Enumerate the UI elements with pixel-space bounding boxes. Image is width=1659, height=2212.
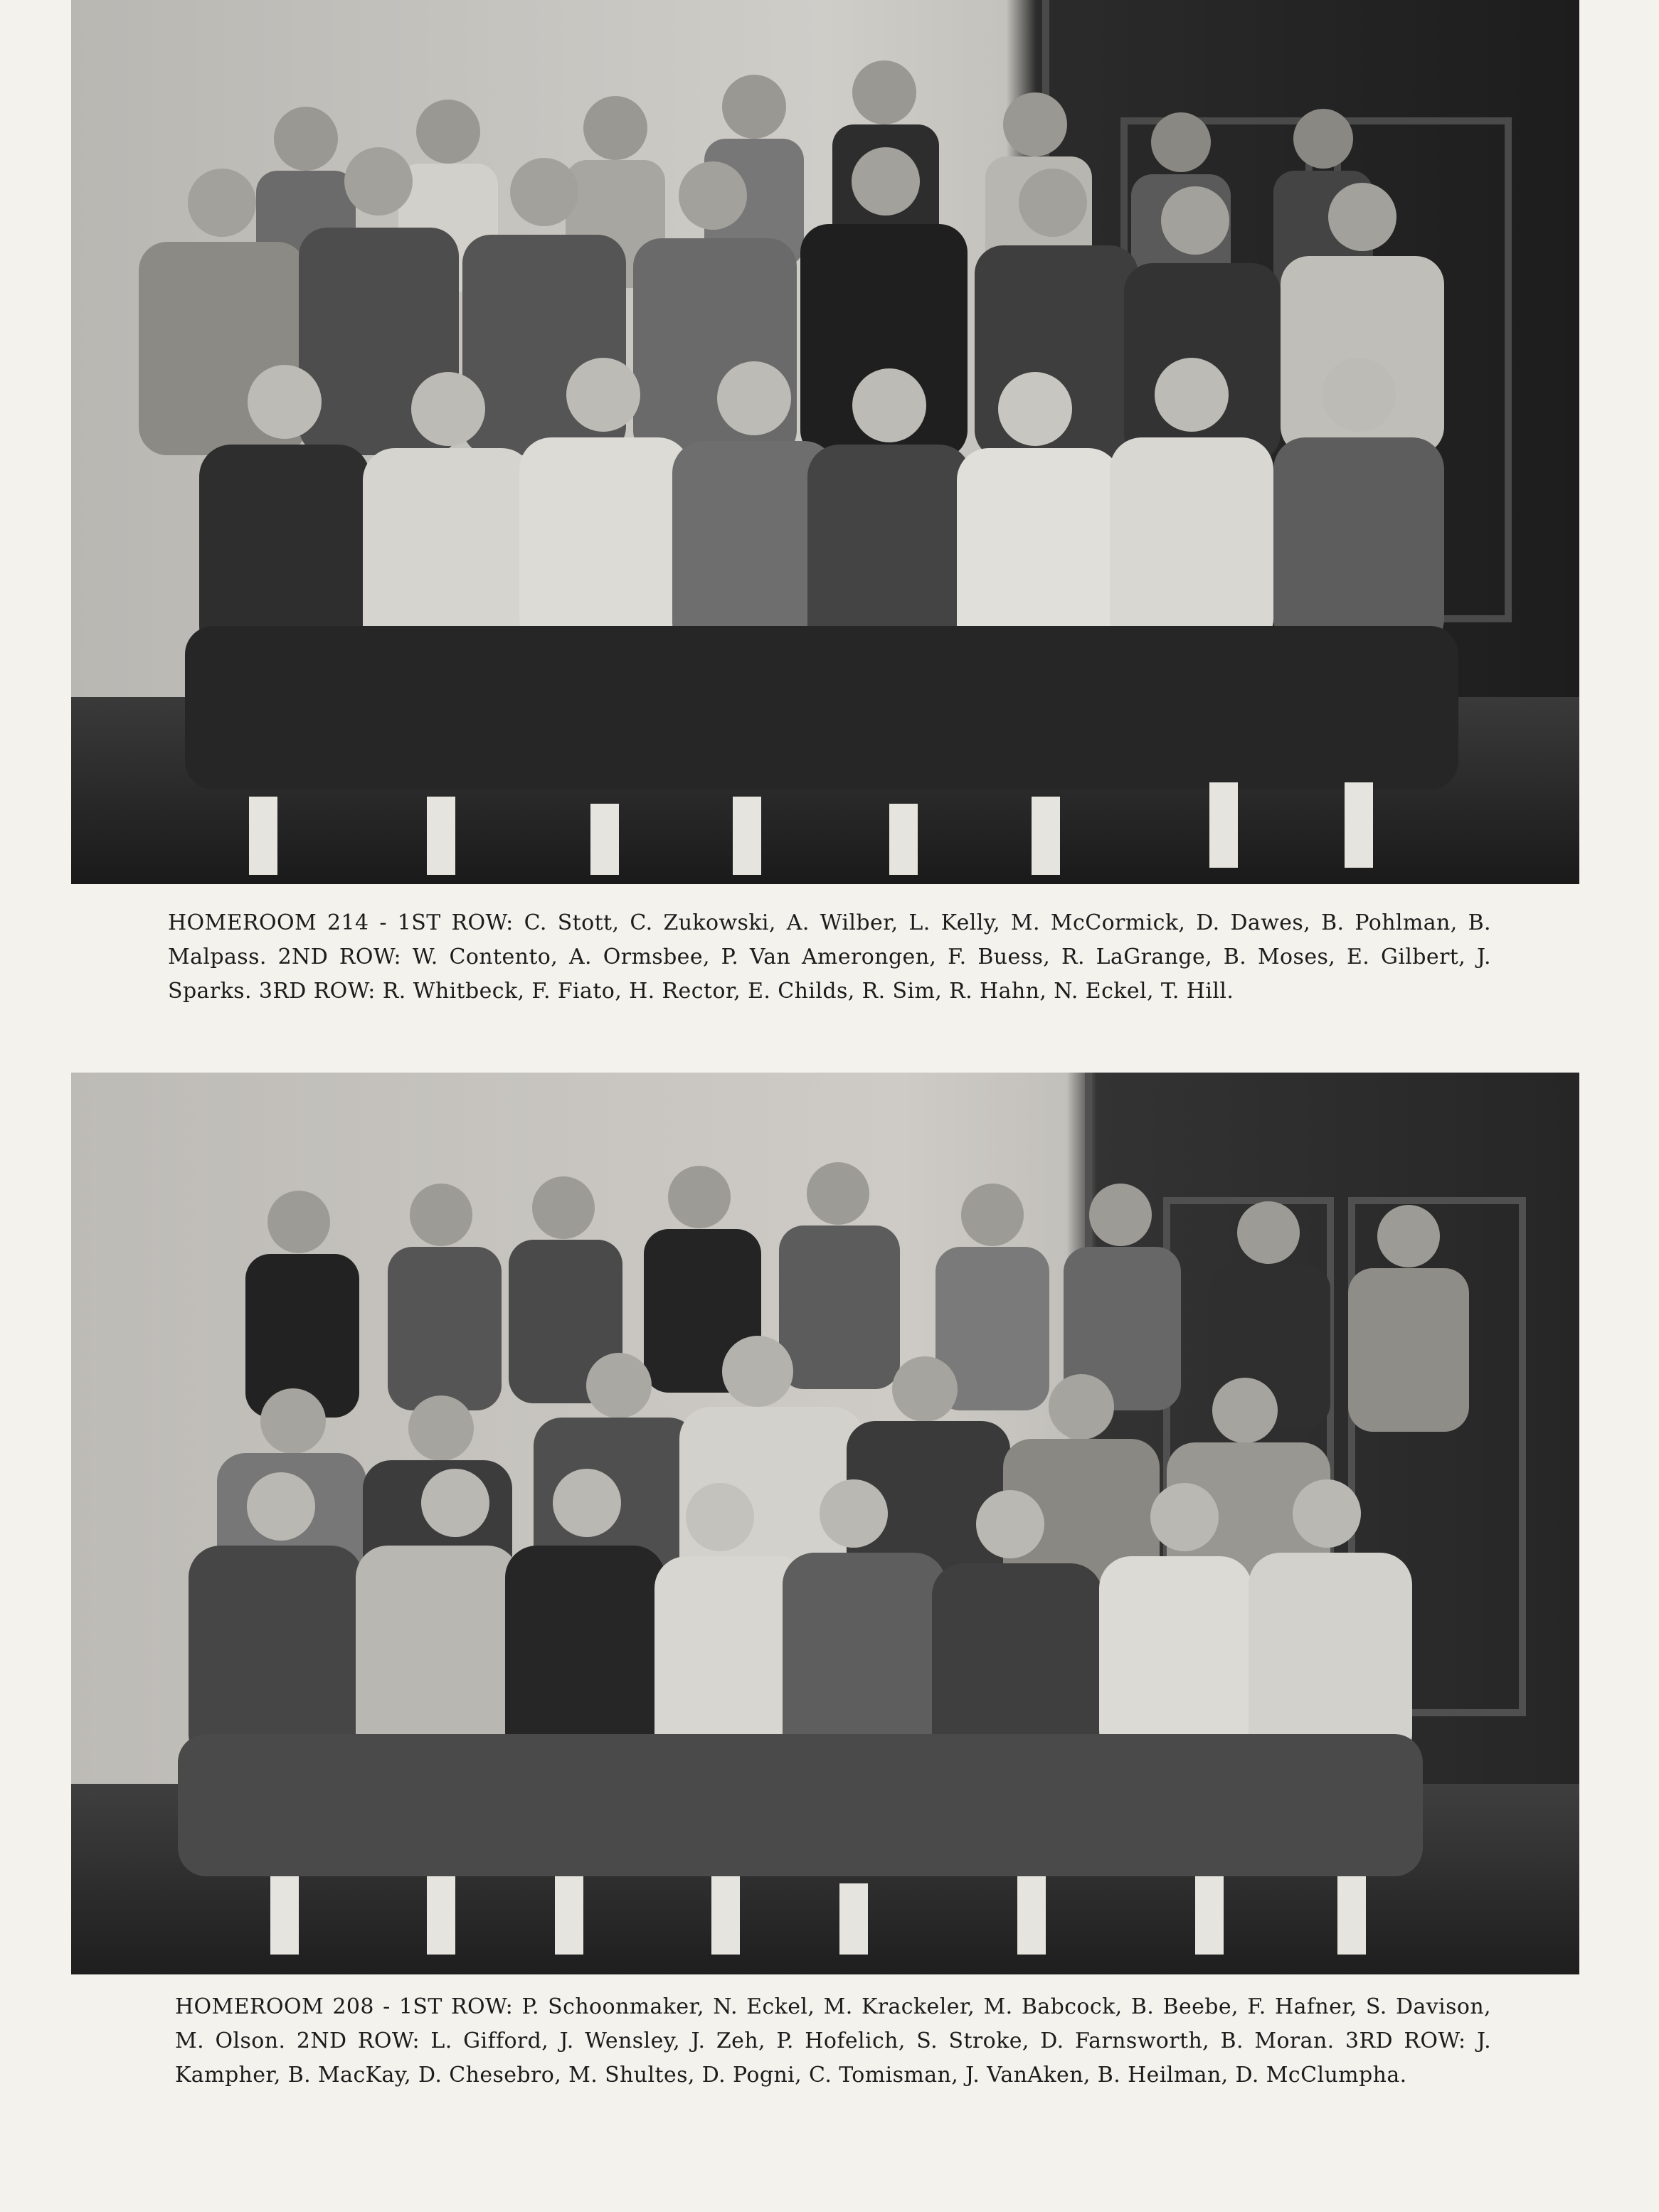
class-photo-illustration — [71, 1073, 1579, 1974]
caption-text: HOMEROOM 214 - 1ST ROW: C. Stott, C. Zukowski, A. Wilber, L. Kelly, M. McCormick, D. Dawes, B. Pohlman, B. Malpass. 2ND ROW: W. Contento, A. Ormsbee, P. Van Amerongen, F. Buess, R. LaGrange, B. Moses, E. Gilbert, J. Sparks. 3RD ROW: R. Whitbeck, F. Fiato, H. Rector, E. Childs, R. Sim, R. Hahn, N. Eckel, T. Hill. — [168, 910, 1491, 1004]
photo-caption-homeroom-214 — [168, 906, 1491, 1009]
class-photo-homeroom-214 — [71, 0, 1579, 884]
photo-caption-homeroom-208 — [175, 1990, 1491, 2093]
caption-text: HOMEROOM 208 - 1ST ROW: P. Schoonmaker, N. Eckel, M. Krackeler, M. Babcock, B. Beebe, F. Hafner, S. Davison, M. Olson. 2ND ROW: L. Gifford, J. Wensley, J. Zeh, P. Hofelich, S. Stroke, D. Farnsworth, B. Moran. 3RD ROW: J. Kampher, B. MacKay, D. Chesebro, M. Shultes, D. Pogni, C. Tomisman, J. VanAken, B. Heilman, D. McClumpha. — [175, 1994, 1491, 2088]
class-photo-homeroom-208 — [71, 1073, 1579, 1974]
class-photo-illustration — [71, 0, 1579, 884]
